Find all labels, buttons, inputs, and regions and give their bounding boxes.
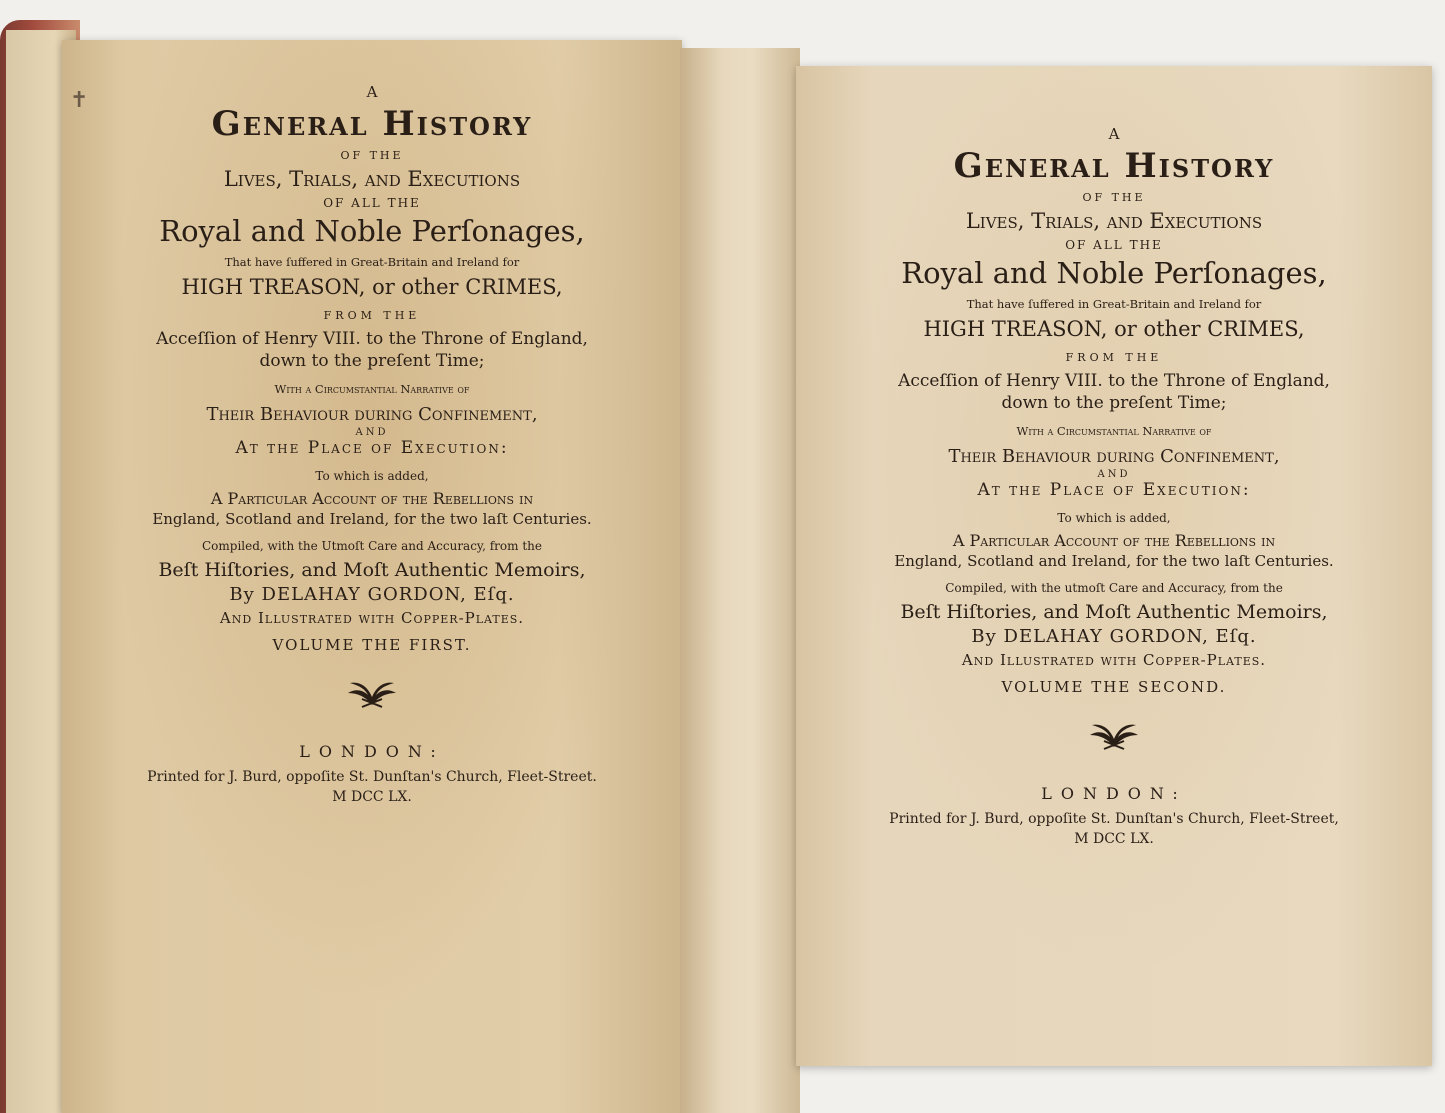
author-line: By DELAHAY GORDON, Eſq.: [971, 626, 1257, 648]
title-place: At the Place of Execution:: [977, 479, 1251, 500]
title-to-which: To which is added,: [315, 469, 429, 484]
title-royal: Royal and Noble Perſonages,: [901, 255, 1327, 290]
imprint-printer: Printed for J. Burd, oppoſite St. Dunſtan's Church, Fleet-Street.: [147, 768, 597, 785]
book-title: General History: [211, 104, 533, 145]
title-down: down to the preſent Time;: [1001, 392, 1227, 413]
title-high-treason: HIGH TREASON, or other CRIMES,: [181, 275, 563, 300]
title-their-behaviour: Their Behaviour during Confinement,: [206, 403, 538, 425]
left-title-block: [62, 84, 682, 805]
title-suffered: That have ſuffered in Great-Britain and Ireland for: [224, 255, 520, 270]
title-and: AND: [355, 427, 389, 439]
title-england: England, Scotland and Ireland, for the two laſt Centuries.: [152, 509, 592, 528]
title-lives: Lives, Trials, and Executions: [223, 166, 521, 191]
title-from-the: FROM THE: [323, 308, 421, 322]
title-best: Beſt Hiſtories, and Moſt Authentic Memoirs,: [158, 558, 586, 581]
title-from-the: FROM THE: [1065, 350, 1163, 364]
title-high-treason: HIGH TREASON, or other CRIMES,: [923, 317, 1305, 342]
title-particular: A Particular Account of the Rebellions in: [952, 531, 1276, 551]
title-illustrated: And Illustrated with Copper-Plates.: [961, 651, 1267, 670]
title-to-which: To which is added,: [1057, 511, 1171, 526]
imprint-year: M DCC LX.: [1074, 831, 1154, 848]
imprint-city: LONDON:: [1041, 783, 1187, 803]
title-accession: Acceſſion of Henry VIII. to the Throne of England,: [156, 329, 588, 350]
right-title-block: [796, 126, 1432, 847]
right-title-page: [796, 66, 1432, 1066]
title-of-all: OF ALL THE: [1065, 238, 1163, 253]
title-royal: Royal and Noble Perſonages,: [159, 213, 585, 248]
title-of-the: OF THE: [340, 149, 404, 163]
title-of-the: OF THE: [1082, 191, 1146, 205]
pencil-mark: ✝: [70, 88, 89, 113]
title-with-narrative: With a Circumstantial Narrative of: [1016, 424, 1212, 439]
title-best: Beſt Hiſtories, and Moſt Authentic Memoirs,: [900, 600, 1328, 623]
book-title: General History: [953, 146, 1275, 187]
title-their-behaviour: Their Behaviour during Confinement,: [948, 445, 1280, 467]
book-gutter: [680, 48, 800, 1113]
title-down: down to the preſent Time;: [259, 350, 485, 371]
printers-ornament-icon: [1082, 721, 1146, 751]
title-place: At the Place of Execution:: [235, 437, 509, 458]
title-accession: Acceſſion of Henry VIII. to the Throne of England,: [898, 371, 1330, 392]
author-line: By DELAHAY GORDON, Eſq.: [229, 584, 515, 606]
title-and: AND: [1097, 469, 1131, 481]
title-compiled: Compiled, with the utmoſt Care and Accuracy, from the: [945, 580, 1283, 595]
title-england: England, Scotland and Ireland, for the two laſt Centuries.: [894, 551, 1334, 570]
title-illustrated: And Illustrated with Copper-Plates.: [219, 609, 525, 628]
title-with-narrative: With a Circumstantial Narrative of: [274, 382, 470, 397]
imprint-year: M DCC LX.: [332, 789, 412, 806]
title-compiled: Compiled, with the Utmoſt Care and Accuracy, from the: [202, 538, 542, 553]
title-article: A: [366, 83, 378, 101]
title-lives: Lives, Trials, and Executions: [965, 208, 1263, 233]
volume-label: VOLUME THE SECOND.: [1001, 678, 1227, 697]
title-of-all: OF ALL THE: [323, 196, 421, 211]
title-particular: A Particular Account of the Rebellions in: [210, 489, 534, 509]
printers-ornament-icon: [340, 679, 404, 709]
title-article: A: [1108, 125, 1120, 143]
left-title-page: [62, 40, 682, 1113]
imprint-printer: Printed for J. Burd, oppoſite St. Dunſtan's Church, Fleet-Street,: [889, 810, 1339, 827]
imprint-city: LONDON:: [299, 741, 445, 761]
title-suffered: That have ſuffered in Great-Britain and Ireland for: [966, 297, 1262, 312]
volume-label: VOLUME THE FIRST.: [272, 636, 472, 655]
